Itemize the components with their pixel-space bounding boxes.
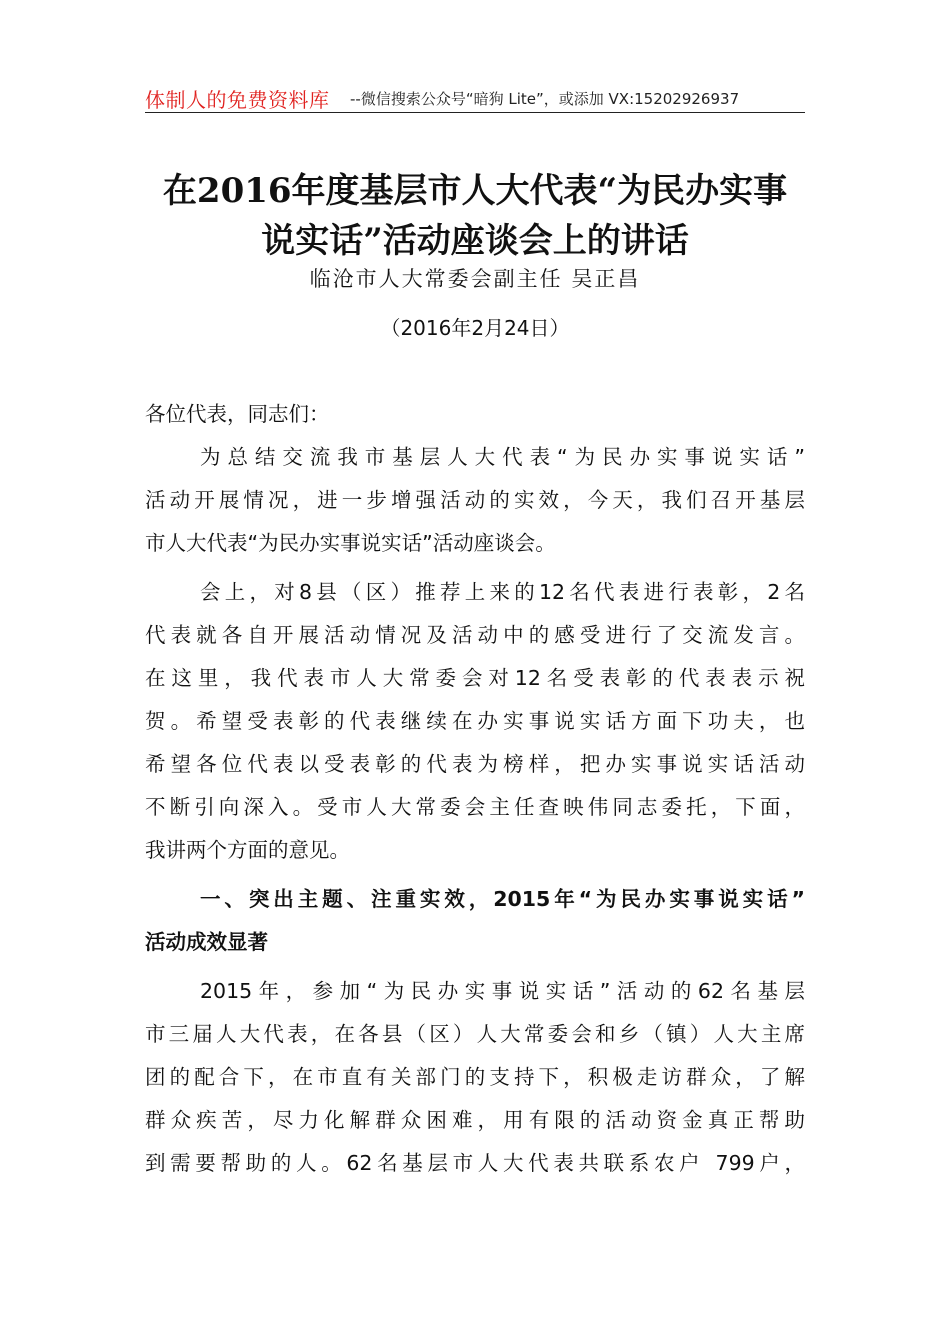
paragraph-line: 2015年，参加“为民办实事说实话”活动的62名基层 <box>200 979 805 1003</box>
paragraph-line: 市人大代表“为民办实事说实话”活动座谈会。 <box>145 531 556 555</box>
paragraph-line: 贺。希望受表彰的代表继续在办实事说实话方面下功夫，也 <box>145 709 805 733</box>
document-title-line-2: 说实话”活动座谈会上的讲话 <box>261 221 689 261</box>
paragraph-line: 会上，对8县（区）推荐上来的12名代表进行表彰，2名 <box>200 580 805 604</box>
paragraph-line: 我讲两个方面的意见。 <box>145 838 350 862</box>
author-byline: 临沧市人大常委会副主任 吴正昌 <box>309 267 641 291</box>
paragraph-line: 市三届人大代表，在各县（区）人大常委会和乡（镇）人大主席 <box>145 1022 805 1046</box>
paragraph-line: 团的配合下，在市直有关部门的支持下，积极走访群众，了解 <box>145 1065 805 1089</box>
paragraph-line: 到需要帮助的人。62名基层市人大代表共联系农户 799户， <box>145 1151 805 1175</box>
paragraph-line: 活动开展情况，进一步增强活动的实效，今天，我们召开基层 <box>145 488 805 512</box>
salutation: 各位代表，同志们： <box>145 402 330 426</box>
section-heading-line-1: 一、突出主题、注重实效，2015年“为民办实事说实话” <box>200 887 805 911</box>
watermark-header <box>145 80 805 113</box>
header-contact-note: --微信搜索公众号“暗狗 Lite”，或添加 VX:15202926937 <box>350 90 740 108</box>
paragraph-line: 不断引向深入。受市人大常委会主任查映伟同志委托，下面， <box>145 795 805 819</box>
header-brand: 体制人的免费资料库 <box>145 88 330 112</box>
paragraph-line: 代表就各自开展活动情况及活动中的感受进行了交流发言。 <box>145 623 805 647</box>
section-heading-line-2: 活动成效显著 <box>145 930 268 954</box>
paragraph-line: 希望各位代表以受表彰的代表为榜样，把办实事说实话活动 <box>145 752 805 776</box>
speech-date: （2016年2月24日） <box>380 316 570 340</box>
paragraph-line: 为总结交流我市基层人大代表“为民办实事说实话” <box>200 445 805 469</box>
paragraph-line: 在这里，我代表市人大常委会对12名受表彰的代表表示祝 <box>145 666 805 690</box>
document-title-line-1: 在2016年度基层市人大代表“为民办实事 <box>162 171 788 211</box>
paragraph-line: 群众疾苦，尽力化解群众困难，用有限的活动资金真正帮助 <box>145 1108 805 1132</box>
